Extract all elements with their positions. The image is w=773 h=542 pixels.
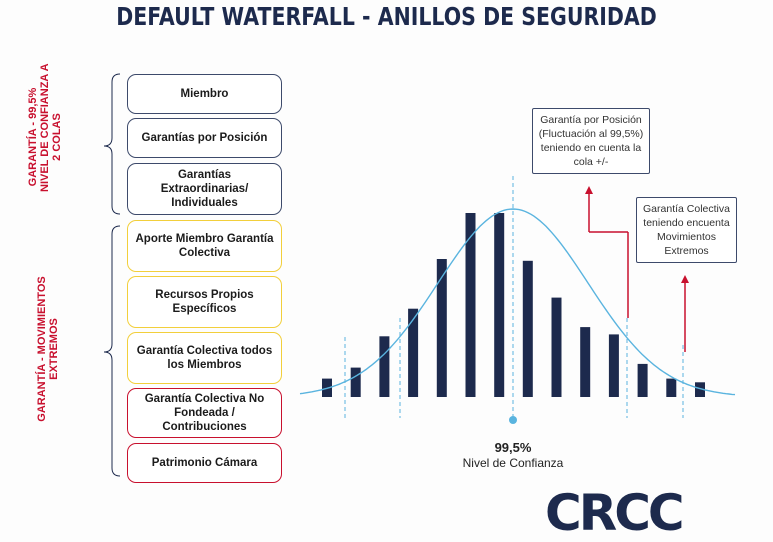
crcc-logo: CRCC [545, 484, 682, 542]
confidence-label [443, 440, 583, 471]
label-line-2: EXTREMOS [48, 318, 60, 380]
confidence-text: Nivel de Confianza [462, 456, 564, 470]
box-miembro: Miembro [127, 74, 282, 114]
box-garantias-posicion: Garantías por Posición [127, 118, 282, 158]
arrow-position [585, 186, 628, 318]
label-line-2: NIVEL DE CONFIANZA A [39, 63, 51, 192]
box-garantias-extraordinarias: Garantías Extraordinarias/ Individuales [127, 163, 282, 215]
histogram-bar [408, 309, 418, 397]
confidence-value: 99,5% [494, 440, 532, 455]
histogram-bar [351, 368, 361, 397]
histogram-bar [379, 336, 389, 397]
note-position-guarantee: Garantía por Posición (Fluctuación al 99,5%) teniendo en cuenta la cola +/- [532, 108, 650, 174]
histogram-bar [437, 259, 447, 397]
box-patrimonio-camara: Patrimonio Cámara [127, 443, 282, 483]
bracket-bottom [104, 226, 120, 476]
page-title: DEFAULT WATERFALL - ANILLOS DE SEGURIDAD [116, 2, 657, 31]
histogram-bar [638, 364, 648, 397]
histogram-bar [552, 298, 562, 397]
label-line-1: GARANTÍA - 99,5% [27, 87, 39, 187]
arrow-collective [681, 275, 689, 352]
histogram-bar [523, 261, 533, 397]
histogram-bar [666, 379, 676, 397]
histogram-bar [609, 334, 619, 397]
bracket-top [104, 74, 120, 214]
box-aporte-miembro: Aporte Miembro Garantía Colectiva [127, 220, 282, 272]
box-garantia-no-fondeada: Garantía Colectiva No Fondeada / Contribuciones [127, 388, 282, 438]
label-line-3: 2 COLAS [51, 113, 63, 161]
box-garantia-colectiva: Garantía Colectiva todos los Miembros [127, 332, 282, 384]
confidence-marker [509, 416, 517, 424]
box-recursos-propios: Recursos Propios Específicos [127, 276, 282, 328]
histogram-bar [494, 213, 504, 397]
note-collective-guarantee: Garantía Colectiva teniendo encuenta Movimientos Extremos [636, 197, 737, 263]
label-line-1: GARANTÍA - MOVIMIENTOS [36, 276, 48, 422]
histogram-bar [580, 327, 590, 397]
